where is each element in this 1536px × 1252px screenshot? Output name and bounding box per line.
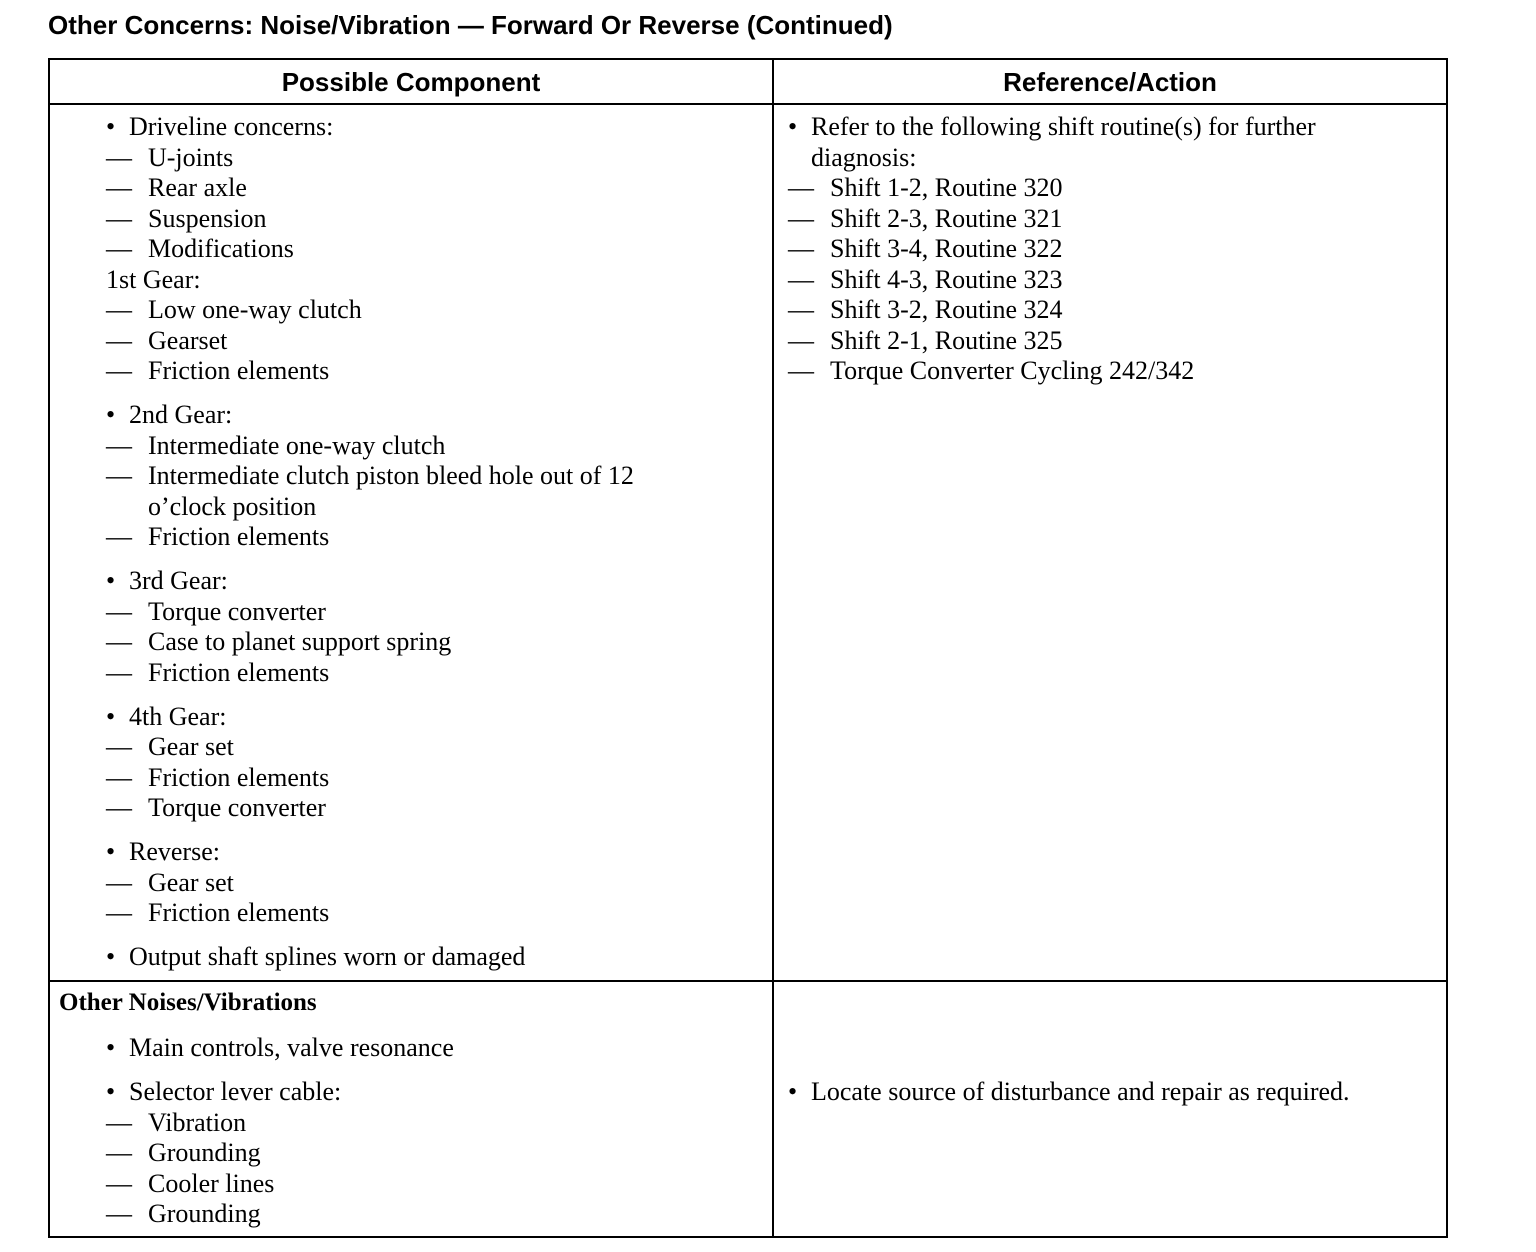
bullet-icon: • [106,701,116,731]
other-noises-subheading: Other Noises/Vibrations [59,989,317,1016]
page-title: Other Concerns: Noise/Vibration — Forward Or Reverse (Continued) [48,10,893,40]
dash-icon: — [788,356,814,385]
dash-icon: — [788,295,814,324]
dash-icon: — [106,1199,132,1228]
list-item: Low one-way clutch [148,295,362,324]
third-gear-group [106,566,634,688]
header-possible-component: Possible Component [281,66,541,97]
bullet-icon: • [106,837,116,866]
list-item: Modifications [148,234,294,263]
dash-icon: — [106,234,132,263]
column-divider [772,60,774,1236]
row1-reference-action-cell [788,112,1316,387]
dash-icon: — [106,1168,132,1198]
routine-item: Shift 3-4, Routine 322 [830,234,1063,263]
bullet-icon: • [106,112,116,141]
routine-item: Shift 3-2, Routine 324 [830,295,1063,324]
row2-possible-component-cell [106,1033,454,1230]
list-heading: Output shaft splines worn or damaged [129,942,526,971]
list-item: Intermediate clutch piston bleed hole out of 12 [148,461,634,490]
action-text: Locate source of disturbance and repair as required. [811,1077,1350,1106]
list-item: U-joints [148,142,234,172]
list-item: Friction elements [148,762,330,792]
dash-icon: — [106,295,132,324]
list-item: Intermediate one-way clutch [148,430,446,460]
list-item: Grounding [148,1199,261,1228]
driveline-group [106,112,634,387]
dash-icon: — [106,657,132,687]
dash-icon: — [106,325,132,355]
dash-icon: — [106,142,132,172]
list-heading: 4th Gear: [129,701,227,731]
dash-icon: — [106,732,132,761]
dash-icon: — [106,793,132,822]
dash-icon: — [788,234,814,263]
list-heading: Reverse: [129,837,220,866]
dash-icon: — [106,461,132,490]
bullet-icon: • [106,400,116,429]
list-item: Grounding [148,1138,261,1167]
list-item-continuation: o’clock position [148,491,317,521]
bullet-icon: • [788,1077,798,1106]
list-item: Friction elements [148,356,330,385]
list-item: Suspension [148,203,267,233]
dash-icon: — [106,596,132,626]
list-item: Cooler lines [148,1168,275,1198]
main-controls-group [106,1033,454,1064]
selector-lever-group [106,1077,454,1230]
dash-icon: — [106,898,132,927]
list-heading: 2nd Gear: [129,400,233,429]
dash-icon: — [106,1138,132,1167]
dash-icon: — [106,867,132,897]
routine-item: Shift 2-1, Routine 325 [830,325,1063,355]
bullet-icon: • [106,1077,116,1106]
dash-icon: — [106,356,132,385]
bullet-icon: • [106,566,116,595]
list-item: Rear axle [148,173,247,202]
bullet-icon: • [106,942,116,971]
diagnosis-table [48,58,1448,1238]
reverse-group [106,837,634,929]
bullet-icon: • [788,112,798,141]
dash-icon: — [106,203,132,233]
dash-icon: — [106,762,132,792]
row2-reference-action-cell [788,1077,1350,1108]
row1-possible-component-cell [106,112,634,973]
list-item: Vibration [148,1107,247,1137]
list-item: Torque converter [148,793,326,822]
output-group [106,942,634,973]
fourth-gear-group [106,702,634,824]
dash-icon: — [106,430,132,460]
list-heading: 1st Gear: [106,264,201,294]
second-gear-group [106,400,634,553]
list-heading: Selector lever cable: [129,1077,342,1106]
list-item: Case to planet support spring [148,627,452,656]
list-item: Friction elements [148,657,330,687]
list-heading: Main controls, valve resonance [129,1033,454,1062]
dash-icon: — [106,173,132,202]
bullet-icon: • [106,1033,116,1062]
list-heading: 3rd Gear: [129,566,228,595]
dash-icon: — [788,325,814,355]
dash-icon: — [788,173,814,202]
routine-item: Torque Converter Cycling 242/342 [830,356,1195,385]
list-item: Friction elements [148,522,330,551]
routine-item: Shift 1-2, Routine 320 [830,173,1063,202]
list-item: Friction elements [148,898,330,927]
list-item: Gearset [148,325,228,355]
dash-icon: — [788,203,814,233]
routine-item: Shift 4-3, Routine 323 [830,264,1063,294]
routine-item: Shift 2-3, Routine 321 [830,203,1063,233]
list-item: Gear set [148,867,234,897]
dash-icon: — [106,627,132,656]
dash-icon: — [106,522,132,551]
header-reference-action: Reference/Action [1003,66,1217,97]
list-item: Gear set [148,732,234,761]
dash-icon: — [788,264,814,294]
row-divider [50,980,1446,982]
reference-intro-continuation: diagnosis: [811,142,917,172]
reference-intro: Refer to the following shift routine(s) for further [811,112,1316,141]
dash-icon: — [106,1107,132,1137]
list-item: Torque converter [148,596,326,626]
list-heading: Driveline concerns: [129,112,334,141]
